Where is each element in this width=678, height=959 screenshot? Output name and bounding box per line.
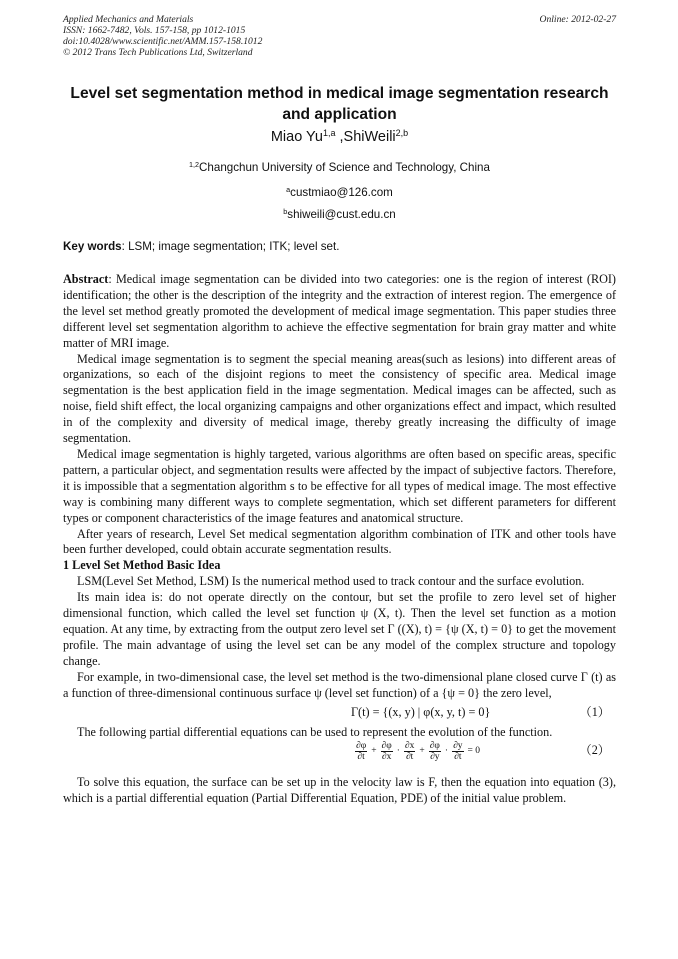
body-paragraph: For example, in two-dimensional case, the level set method is the two-dimensional plane closed curve Γ (t) as a function of three-dimensional continuous surface ψ (level set function) of a {ψ = 0} the zero level,	[63, 669, 616, 700]
author-line	[63, 128, 616, 146]
fraction: $\frac{\partial\varphi}{\partial y}$	[429, 741, 440, 763]
copyright-line: © 2012 Trans Tech Publications Ltd, Switzerland	[63, 47, 253, 58]
equation-2	[63, 741, 616, 775]
email-line	[63, 186, 616, 200]
equation-formula: Γ(t) = {(x, y) | φ(x, y, t) = 0}	[351, 705, 491, 720]
abstract-label: Abstract	[63, 272, 109, 286]
paper-title: Level set segmentation method in medical image segmentation research and application	[70, 85, 609, 123]
keywords-label: Key words	[63, 240, 122, 253]
journal-name: Applied Mechanics and Materials	[63, 14, 194, 25]
email-superscript: b	[283, 207, 288, 217]
author-separator: ,	[335, 129, 344, 145]
equation-1	[63, 701, 616, 725]
body-paragraph: Medical image segmentation is highly targeted, various algorithms are often based on specific areas, specific pattern, a particular object, and segmentation results were affected by the impact of subjective factors. Therefore, it is impossible that a segmentation algorithm s to be effective for all types of medical image. The most effective way is combining many different ways to complete segmentation, which set different parameters for different types or component characteristics of the image features and anatomical structure.	[63, 446, 616, 525]
affiliation	[63, 161, 616, 175]
email-text: shiweili@cust.edu.cn	[287, 208, 396, 221]
online-date: Online: 2012-02-27	[539, 14, 616, 25]
doi-line: doi:10.4028/www.scientific.net/AMM.157-158.1012	[63, 36, 263, 47]
body-paragraph: Its main idea is: do not operate directly on the contour, but set the profile to zero level set of higher dimensional function, which called the level set function ψ (X, t). Then the level set function as a motion equation. At any time, by extracting from the output zero level set Γ ((X), t) = {ψ (X, t) = 0} to get the movement profile. The main advantage of using the level set can be any model of the complex structure and topology change.	[63, 590, 616, 668]
fraction: ∂φ ∂t	[356, 741, 367, 763]
abstract-paragraph	[63, 272, 616, 352]
author-superscript: 2,b	[395, 128, 409, 139]
issn-line: ISSN: 1662-7482, Vols. 157-158, pp 1012-1015	[63, 25, 246, 36]
fraction: $\frac{\partial y}{\partial t}$	[453, 741, 463, 763]
body-paragraph: Medical image segmentation is to segment the special meaning areas(such as lesions) into different areas of organizations, so each of the disjoint regions to meet the consistency of specific area. Medical image segmentation is the best application field in the image segmentation. Medical images can be affected, such as noise, field shift effect, the local organizing campaigns and other organizations effect and impact, which resulted in of the complexity and diversity of medical image, thereby greatly increasing the difficulty of image segmentation.	[63, 351, 616, 446]
equation-formula: ∂φ ∂t + $\frac{\partial\varphi}{\partial x}$ · ∂x ∂t + $\frac{\partial\varphi}{\partial y}$ · $\frac{\partial y}{\partial t}$ = 0	[356, 741, 481, 763]
keywords	[63, 240, 616, 254]
equation-number: （2）	[579, 743, 610, 758]
author-name: ShiWeili	[343, 129, 396, 145]
body-paragraph: After years of research, Level Set medical segmentation algorithm combination of ITK and other tools have been further developed, could obtain accurate segmentation results.	[63, 526, 616, 557]
author-name: Miao Yu	[270, 129, 323, 145]
body-paragraph: To solve this equation, the surface can be set up in the velocity law is F, then the equation into equation (3), which is a partial differential equation (Partial Differential Equation, PDE) of the initial value problem.	[63, 775, 616, 806]
affiliation-text: Changchun University of Science and Technology, China	[199, 161, 490, 174]
keywords-text: : LSM; image segmentation; ITK; level set.	[121, 240, 340, 253]
equation-number: （1）	[579, 705, 610, 720]
author-superscript: 1,a	[322, 128, 336, 139]
email-line	[63, 208, 616, 222]
affiliation-superscript: 1,2	[189, 160, 200, 170]
body-text	[63, 272, 616, 807]
email-superscript: a	[286, 185, 291, 195]
email-text: custmiao@126.com	[290, 186, 393, 199]
journal-header	[63, 14, 616, 58]
fraction: $\frac{\partial\varphi}{\partial x}$	[381, 741, 392, 763]
body-paragraph: The following partial differential equations can be used to represent the evolution of the function.	[77, 725, 553, 740]
abstract-text: : Medical image segmentation can be divided into two categories: one is the region of interest (ROI) identification; the other is the description of the integrity and the extraction of interest region. The emergence of the level set method greatly promoted the development of medical image segmentation. This paper studies three different level set segmentation algorithm to achieve the effective segmentation for brain gray matter and white matter of MRI image.	[63, 272, 616, 350]
body-paragraph: LSM(Level Set Method, LSM) Is the numerical method used to track contour and the surface evolution.	[77, 574, 585, 589]
section-heading: 1 Level Set Method Basic Idea	[63, 558, 221, 573]
fraction: ∂x ∂t	[404, 741, 415, 763]
